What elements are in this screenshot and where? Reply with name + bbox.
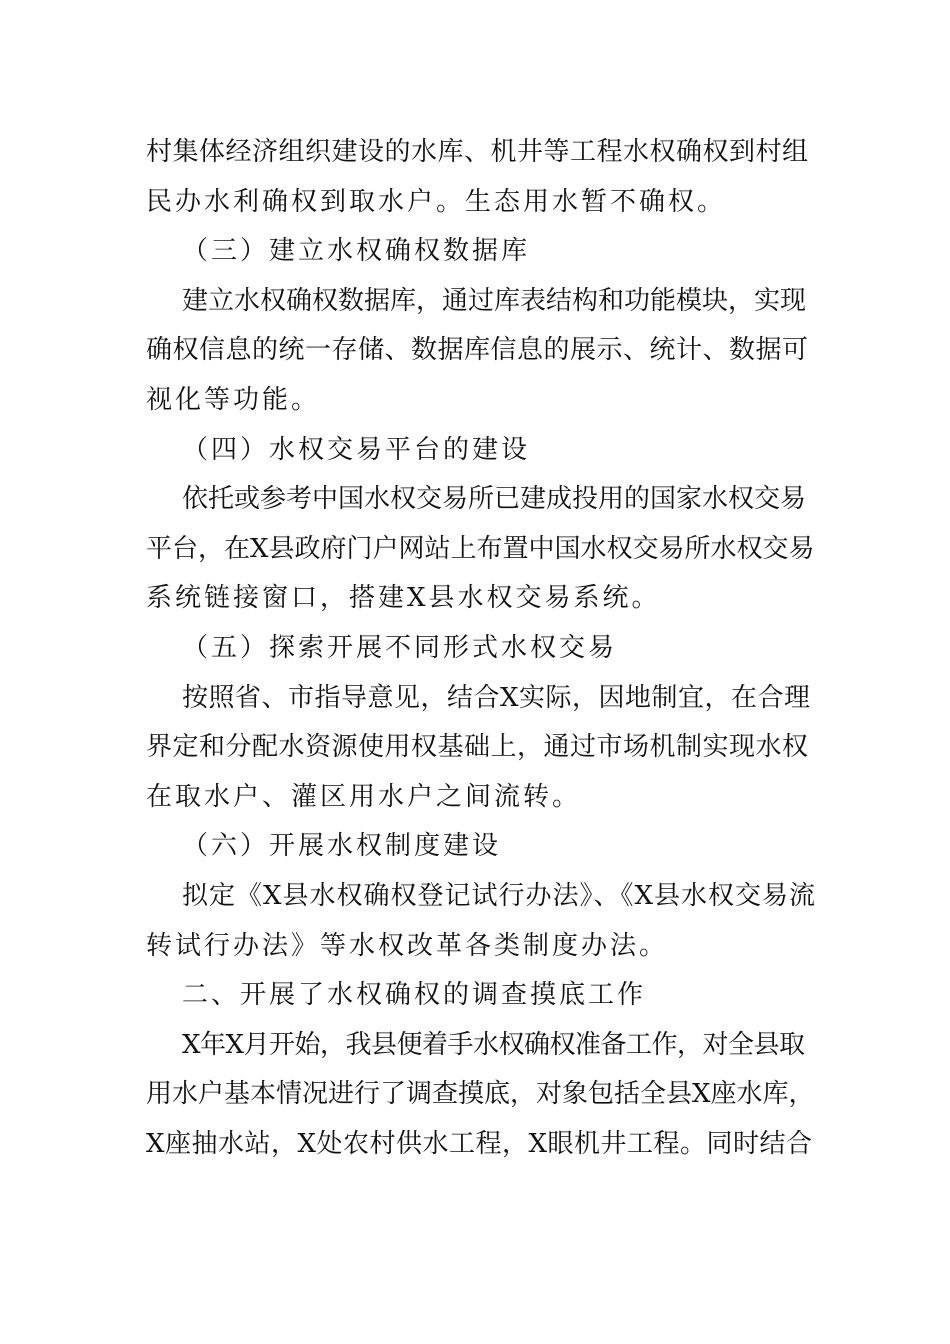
- text-line: （五）探索开展不同形式水权交易: [182, 632, 618, 663]
- text-line: 建立水权确权数据库，通过库表结构和功能模块，实现: [182, 285, 807, 316]
- text-line: X座抽水站，X处农村供水工程，X眼机井工程。同时结合: [146, 1128, 813, 1159]
- text-line: （四）水权交易平台的建设: [182, 434, 531, 465]
- document-body: [146, 128, 816, 1169]
- text-line: 二、开展了水权确权的调查摸底工作: [182, 980, 647, 1011]
- text-line: 拟定《X县水权确权登记试行办法》、《X县水权交易流: [182, 880, 817, 911]
- text-line: （三）建立水权确权数据库: [182, 236, 531, 267]
- text-line: 用水户基本情况进行了调查摸底，对象包括全县X座水库，: [146, 1079, 815, 1110]
- text-line: 按照省、市指导意见，结合X实际，因地制宜，在合理: [182, 682, 811, 713]
- text-line: 村集体经济组织建设的水库、机井等工程水权确权到村组: [146, 137, 809, 167]
- text-line: 在取水户、灌区用水户之间流转。: [146, 781, 582, 812]
- text-line: 依托或参考中国水权交易所已建成投用的国家水权交易: [182, 484, 807, 515]
- text-line: （六）开展水权制度建设: [182, 831, 502, 862]
- text-line: X年X月开始，我县便着手水权确权准备工作，对全县取: [182, 1029, 805, 1060]
- text-line: 平台，在X县政府门户网站上布置中国水权交易所水权交易: [146, 533, 815, 564]
- text-line: 视化等功能。: [146, 384, 321, 415]
- text-line: 确权信息的统一存储、数据库信息的展示、统计、数据可: [146, 335, 809, 366]
- text-line: 界定和分配水资源使用权基础上，通过市场机制实现水权: [146, 732, 809, 763]
- text-line: 系统链接窗口，搭建X县水权交易系统。: [146, 583, 661, 614]
- text-line: 民办水利确权到取水户。生态用水暂不确权。: [146, 186, 727, 217]
- text-line: 转试行办法》等水权改革各类制度办法。: [146, 930, 669, 961]
